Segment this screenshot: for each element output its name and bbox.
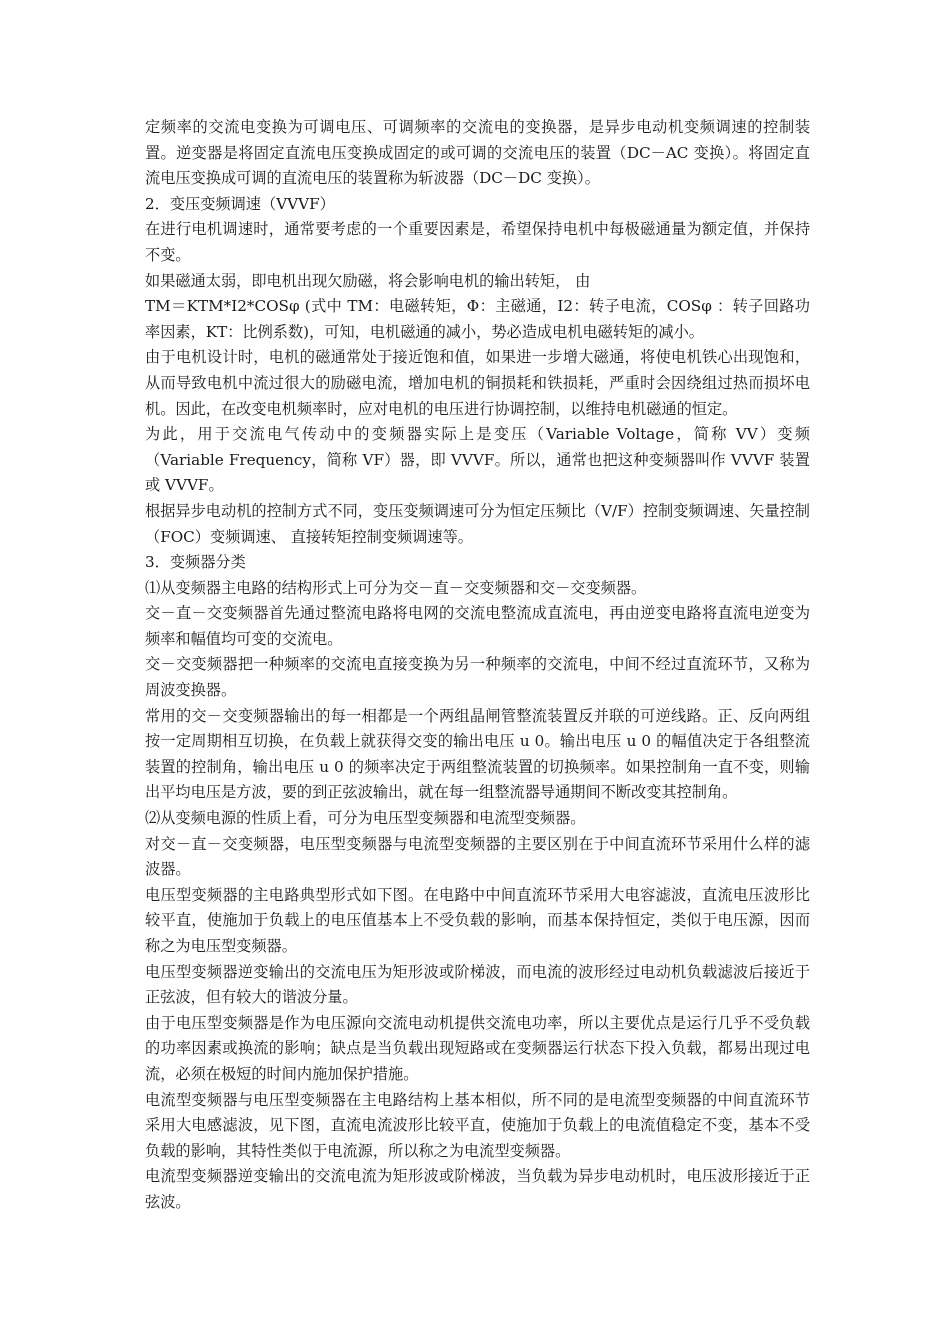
paragraph: 电压型变频器的主电路典型形式如下图。在电路中中间直流环节采用大电容滤波，直流电压波形比较平直，使施加于负载上的电压值基本上不受负载的影响，而基本保持恒定，类似于电压源，因而称之为电压型变频器。 — [145, 885, 810, 955]
paragraph: 在进行电机调速时，通常要考虑的一个重要因素是，希望保持电机中每极磁通量为额定值，并保持不变。 — [145, 220, 810, 264]
formula-paragraph: TM＝KTM*I2*COSφ (式中 TM：电磁转矩，Φ：主磁通，I2：转子电流，COSφ ：转子回路功率因素，KT：比例系数)，可知，电机磁通的减小，势必造成电机电磁转矩的减小。 — [145, 297, 810, 341]
section-heading: 2．变压变频调速（VVVF） — [145, 194, 335, 213]
paragraph: ⑵从变频电源的性质上看，可分为电压型变频器和电流型变频器。 — [145, 809, 586, 828]
paragraph: 常用的交－交变频器输出的每一相都是一个两组晶闸管整流装置反并联的可逆线路。正、反向两组按一定周期相互切换，在负载上就获得交变的输出电压 u 0。输出电压 u 0 的幅值决定于各组整流装置的控制角，输出电压 u 0 的频率决定于两组整流装置的切换频率。如果控制角一直不变，则输出平均电压是方波，要的到正弦波输出，就在每一组整流器导通期间不断改变其控制角。 — [145, 706, 810, 802]
paragraph: 为此，用于交流电气传动中的变频器实际上是变压（Variable Voltage，简称 VV）变频（Variable Frequency，简称 VF）器，即 VVVF。所以，通常也把这种变频器叫作 VVVF 装置或 VVVF。 — [145, 425, 810, 495]
paragraph: ⑴从变频器主电路的结构形式上可分为交－直－交变频器和交－交变频器。 — [145, 578, 647, 597]
document-body — [145, 115, 810, 1216]
paragraph: 如果磁通太弱，即电机出现欠励磁，将会影响电机的输出转矩， 由 — [145, 271, 591, 290]
paragraph: 定频率的交流电变换为可调电压、可调频率的交流电的变换器，是异步电动机变频调速的控制装置。逆变器是将固定直流电压变换成固定的或可调的交流电压的装置（DC－AC 变换）。将固定直流电压变换成可调的直流电压的装置称为斩波器（DC－DC 变换）。 — [145, 118, 810, 188]
section-heading: 3．变频器分类 — [145, 553, 246, 572]
paragraph: 由于电压型变频器是作为电压源向交流电动机提供交流电功率，所以主要优点是运行几乎不受负载的功率因素或换流的影响；缺点是当负载出现短路或在变频器运行状态下投入负载，都易出现过电流，必须在极短的时间内施加保护措施。 — [145, 1013, 810, 1083]
paragraph: 交－直－交变频器首先通过整流电路将电网的交流电整流成直流电，再由逆变电路将直流电逆变为频率和幅值均可变的交流电。 — [145, 604, 810, 648]
paragraph: 交－交变频器把一种频率的交流电直接变换为另一种频率的交流电，中间不经过直流环节，又称为周波变换器。 — [145, 655, 810, 700]
paragraph: 电流型变频器与电压型变频器在主电路结构上基本相似，所不同的是电流型变频器的中间直流环节采用大电感滤波，见下图，直流电流波形比较平直，使施加于负载上的电流值稳定不变，基本不受负载的影响，其特性类似于电流源，所以称之为电流型变频器。 — [145, 1090, 810, 1160]
paragraph: 对交－直－交变频器，电压型变频器与电流型变频器的主要区别在于中间直流环节采用什么样的滤波器。 — [145, 834, 810, 879]
paragraph: 电压型变频器逆变输出的交流电压为矩形波或阶梯波，而电流的波形经过电动机负载滤波后接近于正弦波，但有较大的谐波分量。 — [145, 962, 810, 1007]
paragraph: 电流型变频器逆变输出的交流电流为矩形波或阶梯波，当负载为异步电动机时，电压波形接近于正弦波。 — [145, 1167, 810, 1211]
paragraph: 由于电机设计时，电机的磁通常处于接近饱和值，如果进一步增大磁通，将使电机铁心出现饱和，从而导致电机中流过很大的励磁电流，增加电机的铜损耗和铁损耗，严重时会因绕组过热而损坏电机。因此，在改变电机频率时，应对电机的电压进行协调控制，以维持电机磁通的恒定。 — [145, 348, 810, 418]
paragraph: 根据异步电动机的控制方式不同，变压变频调速可分为恒定压频比（V/F）控制变频调速、矢量控制（FOC）变频调速、 直接转矩控制变频调速等。 — [145, 501, 810, 546]
